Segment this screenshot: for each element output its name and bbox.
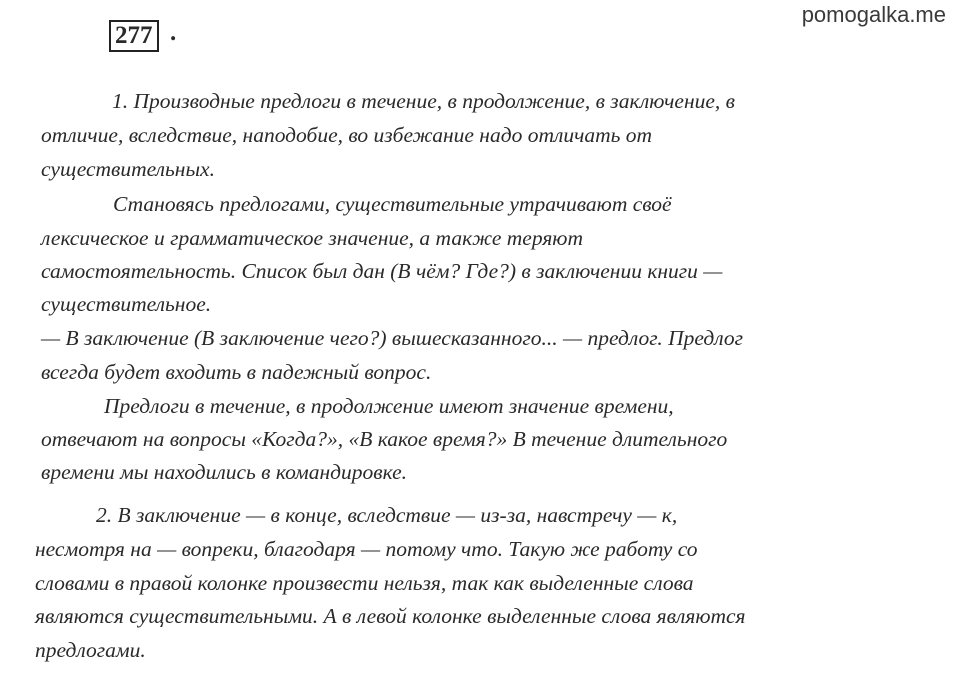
text-line: отвечают на вопросы «Когда?», «В какое время?» В течение длительного — [41, 427, 728, 451]
text-line: отличие, вследствие, наподобие, во избежание надо отличать от — [41, 123, 653, 147]
text-line: времени мы находились в командировке. — [41, 460, 408, 484]
text-line: 2. В заключение — в конце, вследствие — из-за, навстречу — к, — [96, 503, 678, 527]
exercise-number-dot: . — [170, 19, 177, 46]
text-line: существительное. — [41, 292, 212, 316]
text-line: — В заключение (В заключение чего?) вышесказанного... — предлог. Предлог — [41, 326, 744, 350]
text-line: словами в правой колонке произвести нельзя, так как выделенные слова — [35, 571, 694, 595]
text-line: являются существительными. А в левой колонке выделенные слова являются — [35, 604, 746, 628]
text-line: несмотря на — вопреки, благодаря — потому что. Такую же работу со — [35, 537, 698, 561]
text-line: самостоятельность. Список был дан (В чём? Где?) в заключении книги — — [41, 259, 723, 283]
site-label: pomogalka.me — [801, 2, 946, 27]
text-line: Предлоги в течение, в продолжение имеют значение времени, — [104, 394, 674, 418]
text-line: Становясь предлогами, существительные утрачивают своё — [113, 192, 672, 216]
text-line: 1. Производные предлоги в течение, в продолжение, в заключение, в — [112, 89, 736, 113]
text-line: предлогами. — [35, 638, 146, 662]
text-line: лексическое и грамматическое значение, а также теряют — [41, 226, 583, 250]
text-line: существительных. — [41, 157, 215, 181]
exercise-number: 277 — [109, 20, 159, 52]
text-line: всегда будет входить в падежный вопрос. — [41, 360, 432, 384]
